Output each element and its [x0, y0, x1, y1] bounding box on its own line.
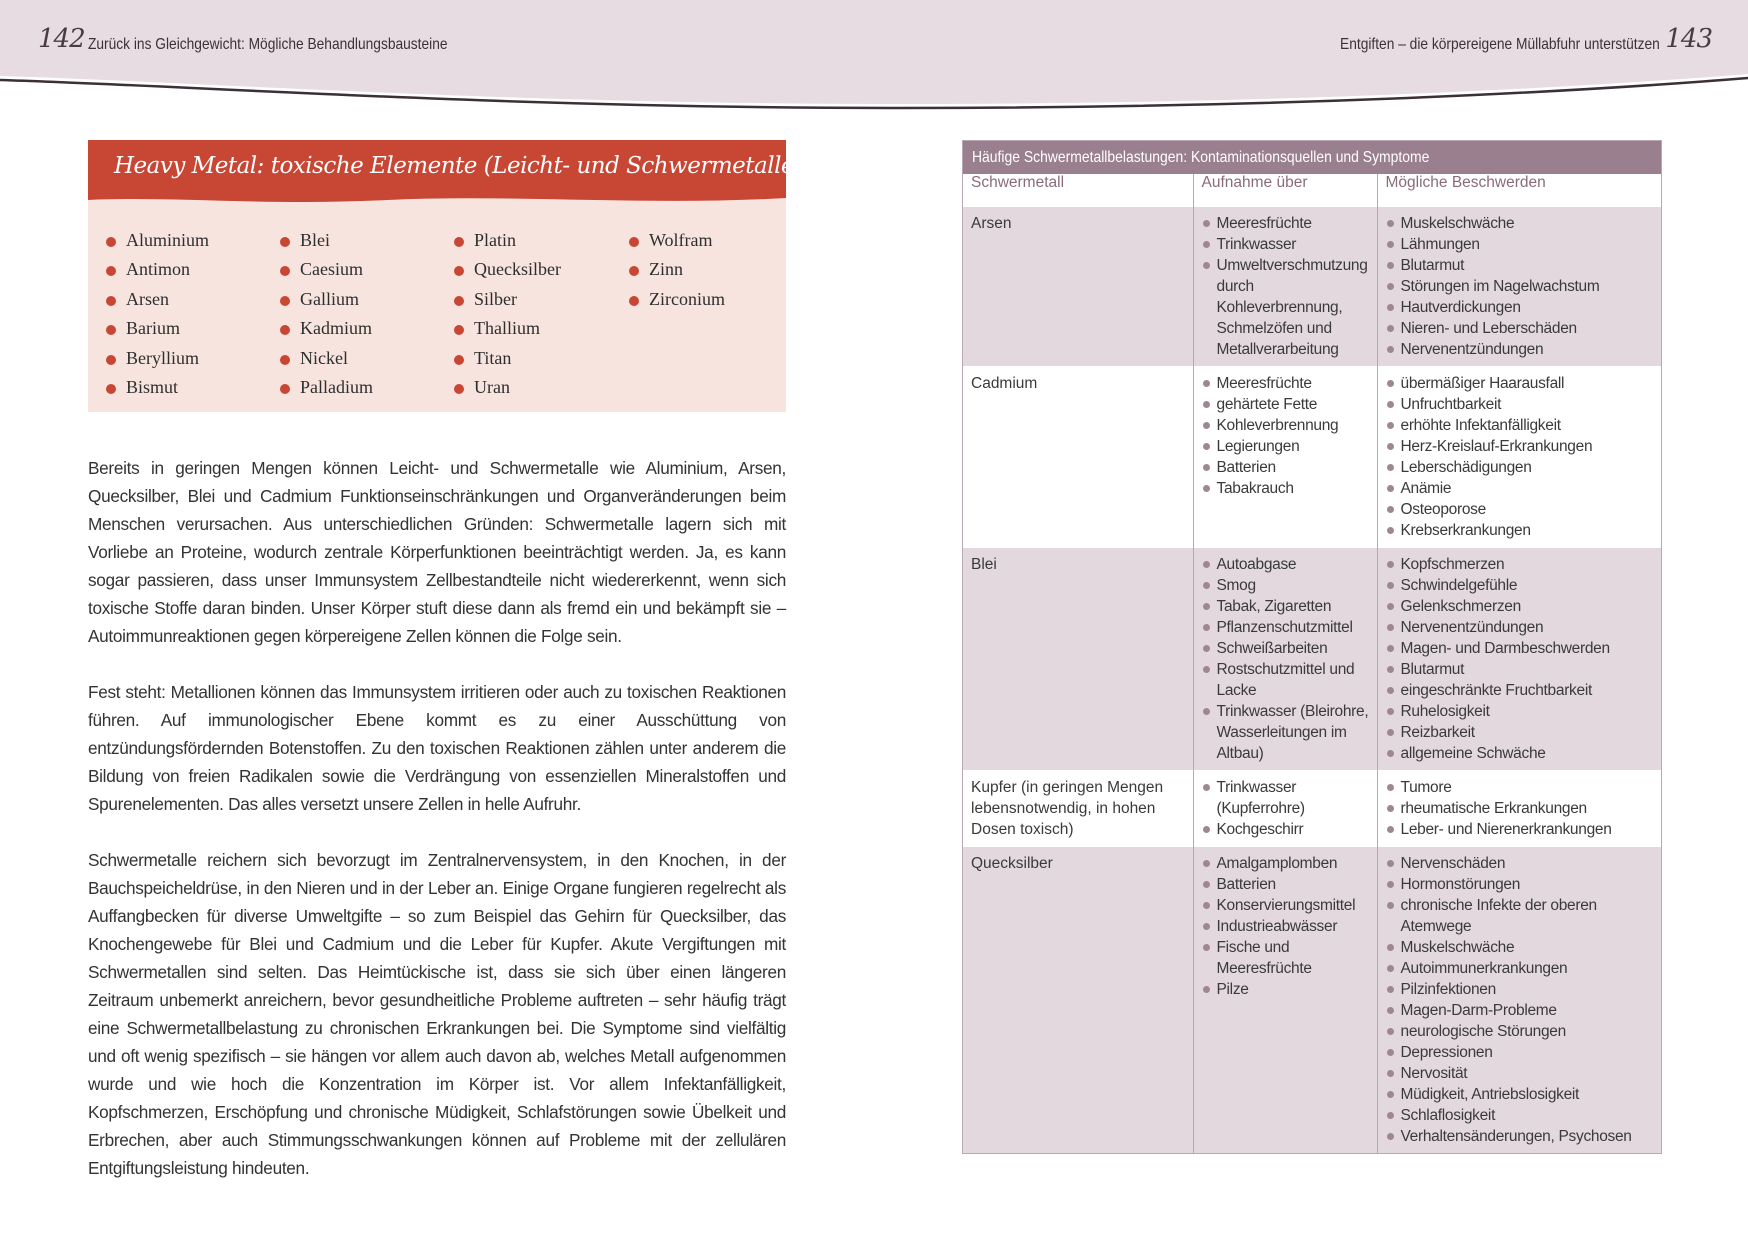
list-item: Industrieabwässer	[1202, 916, 1369, 937]
symptoms-list	[1386, 777, 1654, 840]
list-item: Rostschutzmittel und Lacke	[1202, 659, 1369, 701]
list-item: Amalgamplomben	[1202, 853, 1369, 874]
list-item: Beryllium	[106, 344, 209, 373]
list-item: Magen- und Darmbeschwerden	[1386, 638, 1654, 659]
list-item: Autoimmunerkrankungen	[1386, 958, 1654, 979]
metal-name: Blei	[971, 556, 997, 573]
symptoms-list	[1386, 554, 1654, 764]
list-item: Bismut	[106, 373, 209, 402]
list-item: Kohleverbrennung	[1202, 415, 1369, 436]
list-item: Anämie	[1386, 478, 1654, 499]
list-item: Schwindelgefühle	[1386, 575, 1654, 596]
sources-list	[1202, 853, 1369, 1000]
metal-name: Kupfer (in geringen Mengen lebensnotwendig, in hohen Dosen toxisch)	[971, 779, 1164, 838]
heavy-metal-infobox	[88, 140, 934, 412]
symptoms-list	[1386, 853, 1654, 1147]
list-item: rheumatische Erkrankungen	[1386, 798, 1654, 819]
right-page-number: 143	[1665, 24, 1712, 54]
list-item: Hautverdickungen	[1386, 297, 1654, 318]
body-paragraph: Schwermetalle reichern sich bevorzugt im Zentralnervensystem, in den Knochen, in der Bauchspeicheldrüse, in den Nieren und in der Leber an. Einige Organe fungieren regelrecht als Auffangbecken für diverse Umweltgifte – so zum Beispiel das Gehirn für Quecksilber, das Knochengewebe für Blei und Cadmium und die Leber für Kupfer. Akute Vergiftungen mit Schwermetallen sind selten. Das Heimtückische ist, dass sie sich über einen längeren Zeitraum unbemerkt anreichern, bevor gesundheitliche Probleme auftreten – sehr häufig trägt eine Schwermetallbelastung zu chronischen Erkrankungen bei. Die Symptome sind vielfältig und oft wenig spezifisch – sie hängen vor allem auch davon ab, welches Metall aufgenommen wurde und wie hoch die Konzentration im Körper ist. Vor allem Infektanfälligkeit, Kopfschmerzen, Erschöpfung und chronische Müdigkeit, Schlafstörungen sowie Übelkeit und Erbrechen, aber auch Stimmungsschwankungen können auf Probleme mit der zellulären Entgiftungsleistung hindeuten.	[88, 850, 786, 1178]
symptoms-cell	[1377, 367, 1661, 548]
table-row	[963, 847, 1661, 1154]
list-item: Depressionen	[1386, 1042, 1654, 1063]
metal-name: Cadmium	[971, 375, 1038, 392]
list-item: Tabak, Zigaretten	[1202, 596, 1369, 617]
list-item: Kochgeschirr	[1202, 819, 1369, 840]
list-item: Reizbarkeit	[1386, 722, 1654, 743]
header-wave-shape	[0, 0, 1748, 110]
list-item: Pilze	[1202, 979, 1369, 1000]
list-item: Silber	[454, 285, 561, 314]
list-item: Schlaflosigkeit	[1386, 1105, 1654, 1126]
list-item: Hormonstörungen	[1386, 874, 1654, 895]
list-item: Nieren- und Leberschäden	[1386, 318, 1654, 339]
metal-cell	[963, 771, 1193, 847]
list-item: Gallium	[280, 285, 373, 314]
sources-cell	[1193, 847, 1377, 1154]
list-item: Barium	[106, 314, 209, 343]
list-item: Legierungen	[1202, 436, 1369, 457]
sources-list	[1202, 213, 1369, 360]
symptoms-cell	[1377, 207, 1661, 367]
infobox-title: Heavy Metal: toxische Elemente (Leicht- und Schwermetalle) von A bis Z	[114, 153, 934, 179]
list-item: Schweißarbeiten	[1202, 638, 1369, 659]
list-item: Osteoporose	[1386, 499, 1654, 520]
list-item: Batterien	[1202, 457, 1369, 478]
list-item: Ruhelosigkeit	[1386, 701, 1654, 722]
running-header	[0, 0, 1748, 110]
column-header: Schwermetall	[963, 174, 1193, 207]
body-paragraph: Fest steht: Metallionen können das Immunsystem irritieren oder auch zu toxischen Reaktionen führen. Auf immunologischer Ebene kommt es zu einer Ausschüttung von entzündungsfördernden Botenstoffen. Zu den toxischen Reaktionen zählen unter anderem die Bildung von freien Radikalen sowie die Verdrängung von essenziellen Mineralstoffen und Spurenelementen. Das alles versetzt unsere Zellen in helle Aufruhr.	[88, 682, 786, 814]
list-item: chronische Infekte der oberen Atemwege	[1386, 895, 1654, 937]
list-item: Blei	[280, 226, 373, 255]
symptoms-cell	[1377, 847, 1661, 1154]
infobox-title-bar	[88, 140, 934, 198]
left-running-title: Zurück ins Gleichgewicht: Mögliche Behandlungsbausteine	[88, 36, 448, 53]
list-item: Thallium	[454, 314, 561, 343]
metal-list-column-1	[106, 226, 209, 402]
list-item: Blutarmut	[1386, 659, 1654, 680]
list-item: Magen-Darm-Probleme	[1386, 1000, 1654, 1021]
table-body	[963, 207, 1661, 1154]
list-item: Verhaltensänderungen, Psychosen	[1386, 1126, 1654, 1147]
symptoms-list	[1386, 213, 1654, 360]
list-item: übermäßiger Haarausfall	[1386, 373, 1654, 394]
list-item: Muskelschwäche	[1386, 937, 1654, 958]
list-item: Nervenentzündungen	[1386, 617, 1654, 638]
list-item: Trinkwasser	[1202, 234, 1369, 255]
list-item: eingeschränkte Fruchtbarkeit	[1386, 680, 1654, 701]
list-item: Herz-Kreislauf-Erkrankungen	[1386, 436, 1654, 457]
list-item: Leber- und Nierenerkrankungen	[1386, 819, 1654, 840]
list-item: Kopfschmerzen	[1386, 554, 1654, 575]
list-item: Tumore	[1386, 777, 1654, 798]
list-item: Trinkwasser (Bleirohre, Wasserleitungen im Altbau)	[1202, 701, 1369, 764]
title-bar-wave	[88, 192, 786, 206]
list-item: Gelenkschmerzen	[1386, 596, 1654, 617]
heavy-metal-table	[962, 140, 1662, 1154]
list-item: Trinkwasser (Kupferrohre)	[1202, 777, 1369, 819]
symptoms-cell	[1377, 548, 1661, 771]
table-row	[963, 207, 1661, 367]
list-item: Störungen im Nagelwachstum	[1386, 276, 1654, 297]
list-item: Krebserkrankungen	[1386, 520, 1654, 541]
list-item: Muskelschwäche	[1386, 213, 1654, 234]
sources-cell	[1193, 207, 1377, 367]
list-item: Pilzinfektionen	[1386, 979, 1654, 1000]
list-item: Meeresfrüchte	[1202, 373, 1369, 394]
metal-cell	[963, 847, 1193, 1154]
list-item: Nervosität	[1386, 1063, 1654, 1084]
list-item: Wolfram	[629, 226, 725, 255]
column-header: Mögliche Beschwerden	[1377, 174, 1661, 207]
metal-cell	[963, 367, 1193, 548]
metal-cell	[963, 207, 1193, 367]
list-item: Zirconium	[629, 285, 725, 314]
metal-list-column-4	[629, 226, 725, 314]
metal-name: Arsen	[971, 215, 1012, 232]
table-row	[963, 771, 1661, 847]
list-item: Autoabgase	[1202, 554, 1369, 575]
list-item: Aluminium	[106, 226, 209, 255]
list-item: Uran	[454, 373, 561, 402]
list-item: Unfruchtbarkeit	[1386, 394, 1654, 415]
list-item: Kadmium	[280, 314, 373, 343]
body-paragraph: Bereits in geringen Mengen können Leicht- und Schwermetalle wie Aluminium, Arsen, Quecksilber, Blei und Cadmium Funktionseinschränkungen und Organveränderungen beim Menschen verursachen. Aus unterschiedlichen Gründen: Schwermetalle lagern sich mit Vorliebe an Proteine, wodurch zentrale Körperfunktionen beeinträchtigt werden. Ja, es kann sogar passieren, dass unser Immunsystem Zellbestandteile nicht wiedererkennt, wenn sich toxische Stoffe daran binden. Unser Körper stuft diese dann als fremd ein und bekämpft sie – Autoimmunreaktionen gegen körpereigene Zellen können die Folge sein.	[88, 458, 786, 646]
list-item: Antimon	[106, 255, 209, 284]
list-item: Smog	[1202, 575, 1369, 596]
sources-cell	[1193, 548, 1377, 771]
column-header: Aufnahme über	[1193, 174, 1377, 207]
list-item: Umweltverschmutzung durch Kohleverbrennung, Schmelzöfen und Metallverarbeitung	[1202, 255, 1369, 360]
table-caption	[963, 141, 1661, 174]
symptoms-cell	[1377, 771, 1661, 847]
list-item: allgemeine Schwäche	[1386, 743, 1654, 764]
list-item: Tabakrauch	[1202, 478, 1369, 499]
list-item: Konservierungsmittel	[1202, 895, 1369, 916]
left-page-number: 142	[38, 24, 85, 54]
sources-list	[1202, 373, 1369, 499]
list-item: Nervenentzündungen	[1386, 339, 1654, 360]
symptoms-list	[1386, 373, 1654, 541]
list-item: gehärtete Fette	[1202, 394, 1369, 415]
list-item: Zinn	[629, 255, 725, 284]
list-item: Titan	[454, 344, 561, 373]
list-item: Blutarmut	[1386, 255, 1654, 276]
list-item: Batterien	[1202, 874, 1369, 895]
list-item: neurologische Störungen	[1386, 1021, 1654, 1042]
list-item: Lähmungen	[1386, 234, 1654, 255]
table-row	[963, 548, 1661, 771]
list-item: Palladium	[280, 373, 373, 402]
list-item: Caesium	[280, 255, 373, 284]
list-item: Nervenschäden	[1386, 853, 1654, 874]
list-item: erhöhte Infektanfälligkeit	[1386, 415, 1654, 436]
metal-list-column-3	[454, 226, 561, 402]
sources-cell	[1193, 367, 1377, 548]
list-item: Meeresfrüchte	[1202, 213, 1369, 234]
list-item: Nickel	[280, 344, 373, 373]
body-text	[88, 454, 786, 1210]
table-row	[963, 367, 1661, 548]
sources-cell	[1193, 771, 1377, 847]
sources-list	[1202, 777, 1369, 840]
heavy-metal-data-table	[963, 174, 1661, 1153]
list-item: Müdigkeit, Antriebslosigkeit	[1386, 1084, 1654, 1105]
list-item: Pflanzenschutzmittel	[1202, 617, 1369, 638]
list-item: Quecksilber	[454, 255, 561, 284]
list-item: Arsen	[106, 285, 209, 314]
table-caption-text: Häufige Schwermetallbelastungen: Kontaminationsquellen und Symptome	[972, 149, 1430, 166]
metal-list-column-2	[280, 226, 373, 402]
right-running-title: Entgiften – die körpereigene Müllabfuhr unterstützen	[1340, 36, 1660, 53]
list-item: Leberschädigungen	[1386, 457, 1654, 478]
list-item: Fische und Meeresfrüchte	[1202, 937, 1369, 979]
metal-cell	[963, 548, 1193, 771]
metal-name: Quecksilber	[971, 855, 1053, 872]
sources-list	[1202, 554, 1369, 764]
table-header-row	[963, 174, 1661, 207]
list-item: Platin	[454, 226, 561, 255]
